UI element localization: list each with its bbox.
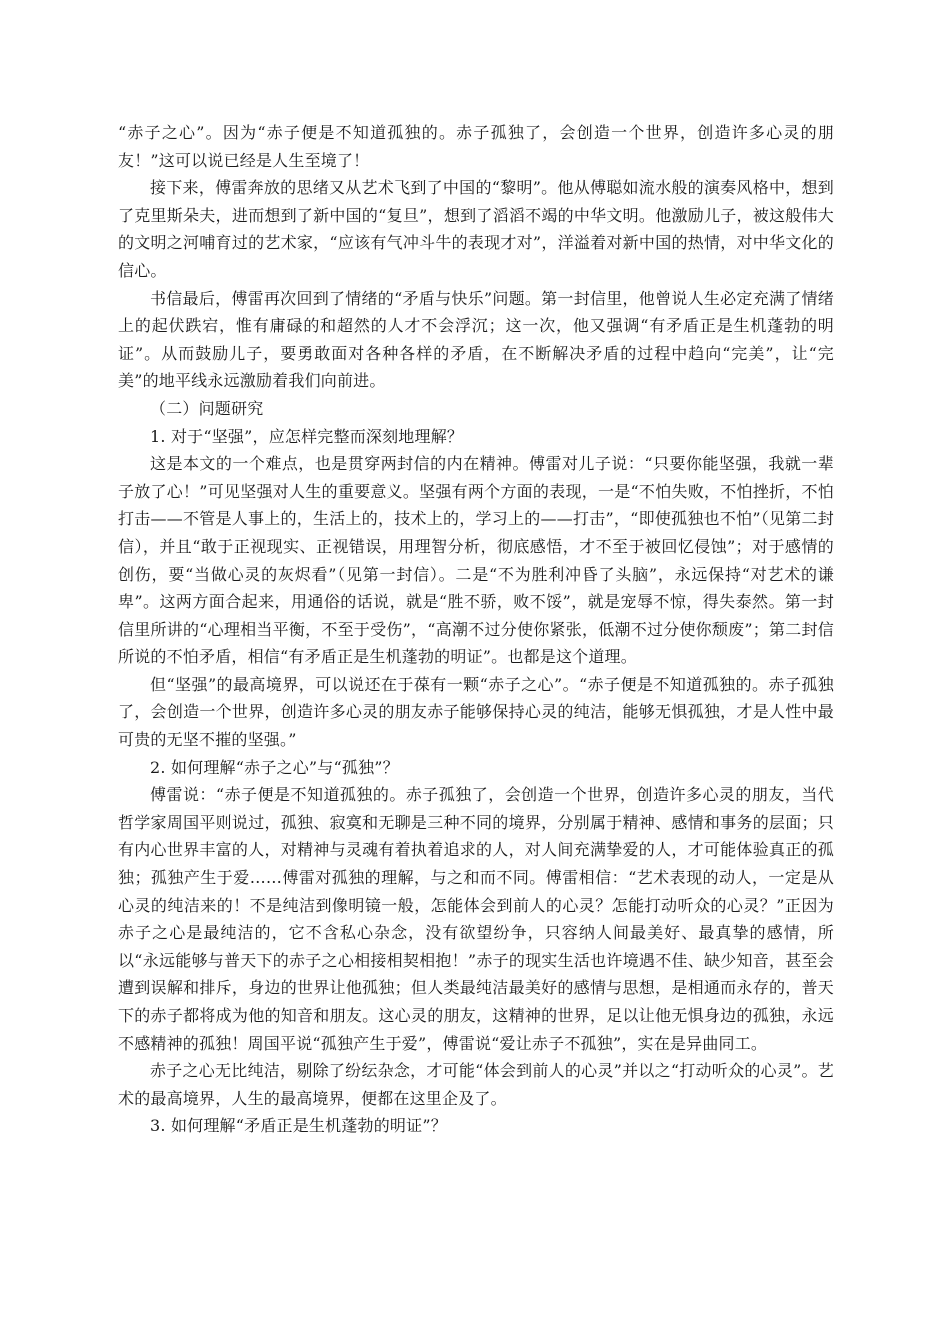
question-heading-1: 1. 对于“坚强”，应怎样完整而深刻地理解？ bbox=[150, 426, 464, 446]
section-heading-problem-study: （二）问题研究 bbox=[150, 398, 264, 418]
paragraph-child-heart: 但“坚强”的最高境界，可以说还在于葆有一颗“赤子之心”。“赤子便是不知道孤独的。赤子孤独了，会创造一个世界，创造许多心灵的朋友赤子能够保持心灵的纯洁，能够无惧孤独，才是人性中最可贵的无坚不摧的坚强。” bbox=[118, 674, 834, 750]
paragraph-purity: 赤子之心无比纯洁，剔除了纷纭杂念，才可能“体会到前人的心灵”并以之“打动听众的心灵”。艺术的最高境界，人生的最高境界，便都在这里企及了。 bbox=[118, 1061, 834, 1108]
paragraph-strength: 这是本文的一个难点，也是贯穿两封信的内在精神。傅雷对儿子说：“只要你能坚强，我就一辈子放了心！”可见坚强对人生的重要意义。坚强有两个方面的表现，一是“不怕失败，不怕挫折，不怕打击——不管是人事上的，生活上的，技术上的，学习上的——打击”，“即使孤独也不怕”（见第二封信），并且“敢于正视现实、正视错误，用理智分析，彻底感悟，才不至于被回忆侵蚀”；对于感情的创伤，要“当做心灵的灰烬看”（见第一封信）。二是“不为胜利冲昏了头脑”，永远保持“对艺术的谦卑”。这两方面合起来，用通俗的话说，就是“胜不骄，败不馁”，就是宠辱不惊，得失泰然。第一封信里所讲的“心理相当平衡，不至于受伤”，“高潮不过分使你紧张，低潮不过分使你颓废”；第二封信所说的不怕矛盾，相信“有矛盾正是生机蓬勃的明证”。也都是这个道理。 bbox=[118, 454, 834, 667]
question-heading-2: 2. 如何理解“赤子之心”与“孤独”？ bbox=[150, 757, 399, 777]
paragraph-solitude: 傅雷说：“赤子便是不知道孤独的。赤子孤独了，会创造一个世界，创造许多心灵的朋友，当代哲学家周国平则说过，孤独、寂寞和无聊是三种不同的境界，分别属于精神、感情和事务的层面；只有内心世界丰富的人，对精神与灵魂有着执着追求的人，对人间充满挚爱的人，才可能体验真正的孤独；孤独产生于爱……傅雷对孤独的理解，与之和而不同。傅雷相信：“艺术表现的动人，一定是从心灵的纯洁来的！不是纯洁到像明镜一般，怎能体会到前人的心灵？怎能打动听众的心灵？”正因为赤子之心是最纯洁的，它不含私心杂念，没有欲望纷争，只容纳人间最美好、最真挚的感情，所以“永远能够与普天下的赤子之心相接相契相抱！”赤子的现实生活也许境遇不佳、缺少知音，甚至会遭到误解和排斥，身边的世界让他孤独；但人类最纯洁最美好的感情与思想，是相通而永存的，普天下的赤子都将成为他的知音和朋友。这心灵的朋友，这精神的世界，足以让他无惧身边的孤独，永远不感精神的孤独！周国平说“孤独产生于爱”，傅雷说“爱让赤子不孤独”，实在是异曲同工。 bbox=[118, 785, 834, 1053]
paragraph-conflict-joy: 书信最后，傅雷再次回到了情绪的“矛盾与快乐”问题。第一封信里，他曾说人生必定充满了情绪上的起伏跌宕，惟有庸碌的和超然的人才不会浮沉；这一次，他又强调“有矛盾正是生机蓬勃的明证”。从而鼓励儿子，要勇敢面对各种各样的矛盾，在不断解决矛盾的过程中趋向“完美”，让“完美”的地平线永远激励着我们向前进。 bbox=[118, 288, 834, 391]
paragraph-continuation: “赤子之心”。因为“赤子便是不知道孤独的。赤子孤独了，会创造一个世界，创造许多心灵的朋友！”这可以说已经是人生至境了！ bbox=[118, 123, 834, 170]
paragraph-dawn: 接下来，傅雷奔放的思绪又从艺术飞到了中国的“黎明”。他从傅聪如流水般的演奏风格中，想到了克里斯朵夫，进而想到了新中国的“复旦”，想到了滔滔不竭的中华文明。他激励儿子，被这般伟大的文明之河哺育过的艺术家，“应该有气冲斗牛的表现才对”，洋溢着对新中国的热情，对中华文化的信心。 bbox=[118, 178, 834, 280]
question-heading-3: 3. 如何理解“矛盾正是生机蓬勃的明证”？ bbox=[150, 1116, 447, 1136]
document-page bbox=[118, 119, 834, 1140]
